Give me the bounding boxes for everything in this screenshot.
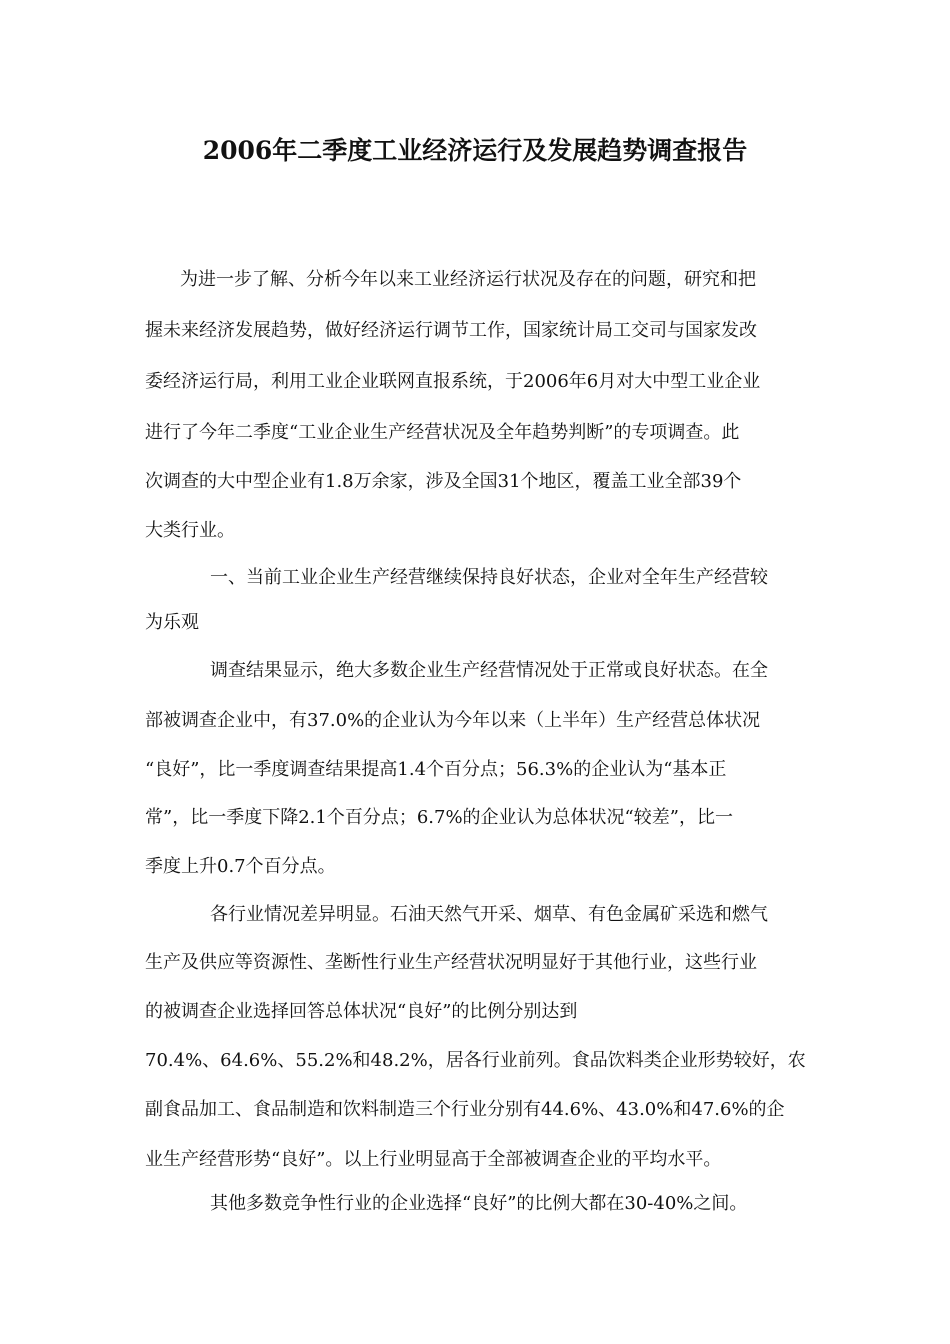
document-title: 2006年二季度工业经济运行及发展趋势调查报告: [202, 136, 748, 165]
text-line: 大类行业。: [145, 520, 235, 541]
text-line: 的被调查企业选择回答总体状况“良好”的比例分别达到: [145, 1001, 578, 1022]
text-line: 其他多数竞争性行业的企业选择“良好”的比例大都在30-40%之间。: [210, 1193, 748, 1214]
text-line: 业生产经营形势“良好”。以上行业明显高于全部被调查企业的平均水平。: [145, 1149, 722, 1170]
text-line: “良好”，比一季度调查结果提高1.4个百分点；56.3%的企业认为“基本正: [145, 759, 727, 780]
section-heading: 一、当前工业企业生产经营继续保持良好状态，企业对全年生产经营较: [210, 567, 768, 588]
text-line: 常”，比一季度下降2.1个百分点；6.7%的企业认为总体状况“较差”，比一: [145, 807, 733, 828]
text-line: 各行业情况差异明显。石油天然气开采、烟草、有色金属矿采选和燃气: [210, 904, 768, 925]
text-line: 调查结果显示，绝大多数企业生产经营情况处于正常或良好状态。在全: [210, 660, 768, 681]
text-line: 副食品加工、食品制造和饮料制造三个行业分别有44.6%、43.0%和47.6%的企: [145, 1099, 785, 1120]
text-line: 部被调查企业中，有37.0%的企业认为今年以来（上半年）生产经营总体状况: [145, 710, 761, 731]
text-line: 70.4%、64.6%、55.2%和48.2%，居各行业前列。食品饮料类企业形势较好，农: [145, 1050, 806, 1071]
text-line: 季度上升0.7个百分点。: [145, 856, 336, 877]
text-line: 次调查的大中型企业有1.8万余家，涉及全国31个地区，覆盖工业全部39个: [145, 471, 742, 492]
text-line: 委经济运行局，利用工业企业联网直报系统，于2006年6月对大中型工业企业: [145, 371, 761, 392]
text-line: 生产及供应等资源性、垄断性行业生产经营状况明显好于其他行业，这些行业: [145, 952, 757, 973]
section-heading: 为乐观: [145, 612, 199, 633]
text-line: 进行了今年二季度“工业企业生产经营状况及全年趋势判断”的专项调查。此: [145, 422, 740, 443]
text-line: 握未来经济发展趋势，做好经济运行调节工作，国家统计局工交司与国家发改: [145, 320, 757, 341]
text-line: 为进一步了解、分析今年以来工业经济运行状况及存在的问题，研究和把: [180, 269, 756, 290]
